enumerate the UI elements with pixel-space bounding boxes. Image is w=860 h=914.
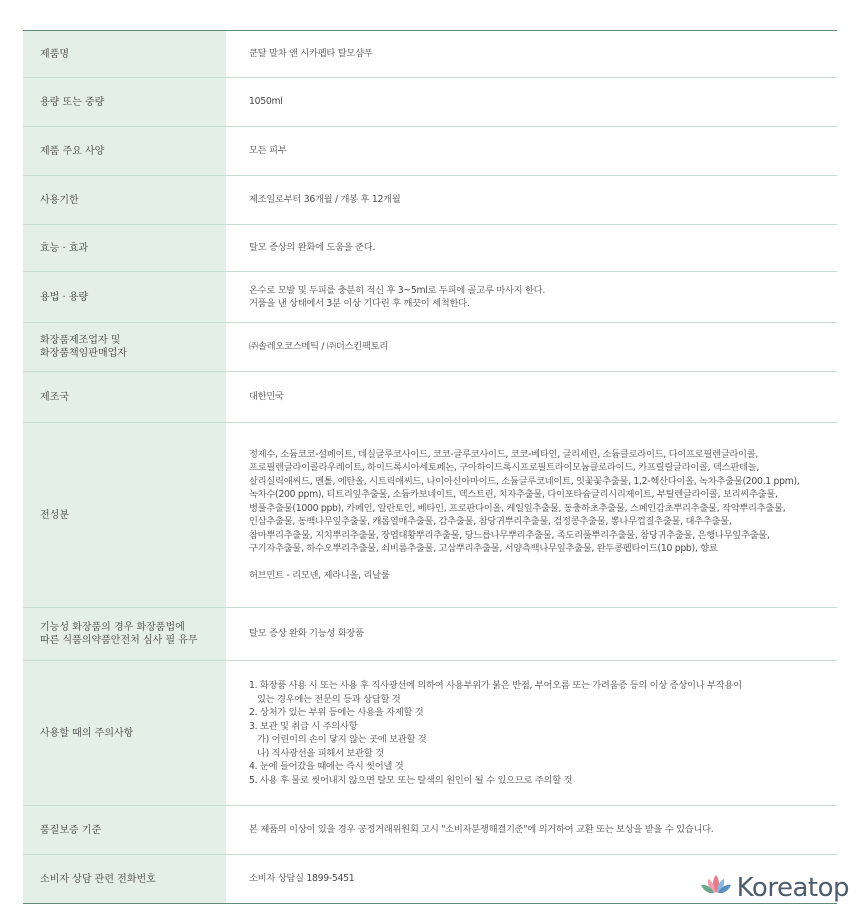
table-row: [23, 806, 837, 855]
table-row: [23, 31, 837, 78]
table-row: [23, 127, 837, 176]
value-line: 제조일로부터 36개월 / 개봉 후 12개월: [249, 194, 401, 206]
row-value: [226, 78, 837, 126]
value-line: 온수로 모발 및 두피를 충분히 적신 후 3~5ml로 두피에 골고루 마사지 한다.: [249, 284, 546, 296]
logo-text: Koreatop: [736, 873, 849, 903]
row-value: [226, 225, 837, 271]
table-row: [23, 176, 837, 225]
row-label: 기능성 화장품의 경우 화장품법에 따른 식품의약품안전처 심사 필 유무: [23, 608, 226, 660]
row-value: [226, 661, 837, 805]
value-line: 모든 피부: [249, 145, 287, 157]
row-label: 효능 · 효과: [23, 225, 226, 271]
row-value: [226, 31, 837, 77]
value-line: 본 제품의 이상이 있을 경우 공정거래위원회 고시 "소비자분쟁해결기준"에 의거하여 교환 또는 보상을 받을 수 있습니다.: [249, 824, 714, 836]
row-label: 품질보증 기준: [23, 806, 226, 854]
value-line: 살리실릭애씨드, 멘톨, 에탄올, 시트릭애씨드, 나이아신아마이드, 소듐글루코네이트, 잇꽃꽃추출물, 1,2-헥산다이올, 녹차추출물(200.1 ppm),: [249, 475, 800, 487]
row-value: [226, 176, 837, 224]
table-row: [23, 608, 837, 661]
row-label: 소비자 상담 관련 전화번호: [23, 855, 226, 903]
value-line: ㈜솔레오코스메틱 / ㈜더스킨팩토리: [249, 341, 388, 353]
koreatop-logo: [699, 873, 849, 903]
table-row: [23, 225, 837, 272]
value-line: 거품을 낸 상태에서 3분 이상 기다린 후 깨끗이 세척한다.: [249, 298, 470, 309]
value-line: 쿤달 말차 앤 시카펩타 탈모샴푸: [249, 48, 373, 60]
value-line: 프로필렌글라이콜라우레이트, 하이드록시아세토페논, 구아하이드록시프로필트라이모늄클로라이드, 카프릴릴글라이콜, 덱스판테놀,: [249, 462, 760, 474]
row-label: 제조국: [23, 372, 226, 422]
row-label: 전성분: [23, 423, 226, 607]
row-label: 제품명: [23, 31, 226, 77]
table-row: [23, 272, 837, 323]
row-label: 사용기한: [23, 176, 226, 224]
row-value: [226, 372, 837, 422]
value-line: 있는 경우에는 전문의 등과 상담할 것: [257, 693, 401, 705]
value-line: 나) 직사광선을 피해서 보관할 것: [257, 747, 384, 759]
value-line: 대한민국: [249, 391, 284, 403]
row-label: 용량 또는 중량: [23, 78, 226, 126]
row-label: 제품 주요 사양: [23, 127, 226, 175]
table-row: [23, 78, 837, 127]
row-value: [226, 608, 837, 660]
value-line: 소비자 상담실 1899-5451: [249, 873, 355, 885]
value-line: 탈모 증상의 완화에 도움을 준다.: [249, 242, 376, 254]
table-row: [23, 423, 837, 608]
value-line: 2. 상처가 있는 부위 등에는 사용을 자제할 것: [249, 707, 424, 718]
row-value: [226, 323, 837, 371]
value-line: 4. 눈에 들어갔을 때에는 즉시 씻어낼 것: [249, 761, 404, 772]
row-value: [226, 806, 837, 854]
value-line: [249, 556, 827, 569]
row-label: 화장품제조업자 및 화장품책임판매업자: [23, 323, 226, 371]
value-line: 가) 어린이의 손이 닿지 않는 곳에 보관할 것: [257, 734, 427, 745]
table-row: [23, 372, 837, 423]
row-value: [226, 127, 837, 175]
value-line: 허브민트 - 리모넨, 제라니올, 리날룰: [249, 569, 390, 581]
value-line: 녹차수(200 ppm), 티트리잎추출물, 소듐카보네이트, 덱스트린, 치자추출물, 다이포타슘글리시리제이트, 부틸렌글라이콜, 보리씨추출물,: [249, 489, 778, 501]
table-row: [23, 661, 837, 806]
product-info-table: [23, 30, 837, 904]
value-line: 탈모 증상 완화 기능성 화장품: [249, 628, 364, 640]
value-line: 1050ml: [249, 96, 283, 108]
value-line: 구기자추출물, 하수오뿌리추출물, 쇠비름추출물, 고삼뿌리추출물, 서양측백나무잎추출물, 완두콩펩타이드(10 ppb), 향료: [249, 543, 718, 555]
value-line: 5. 사용 후 물로 씻어내지 않으면 탈모 또는 탈색의 원인이 될 수 있으므로 주의할 것: [249, 774, 573, 786]
value-line: 1. 화장품 사용 시 또는 사용 후 직사광선에 의하여 사용부위가 붉은 반점, 부어오름 또는 가려움증 등의 이상 증상이나 부작용이: [249, 680, 742, 691]
value-line: 정제수, 소듐코코-설페이트, 데실글루코사이드, 코코-글루코사이드, 코코-베타인, 글리세린, 소듐클로라이드, 다이프로필렌글라이콜,: [249, 448, 759, 460]
row-label: 사용할 때의 주의사항: [23, 661, 226, 805]
value-line: 인삼추출물, 동백나무잎추출물, 캐롭열매추출물, 감추출물, 참당귀뿌리추출물, 검정콩추출물, 뽕나무껍질추출물, 대추추출물,: [249, 516, 732, 528]
value-line: 3. 보관 및 취급 시 주의사항: [249, 720, 358, 732]
table-row: [23, 323, 837, 372]
row-label: 용법 · 용량: [23, 272, 226, 322]
value-line: 병풀추출물(1000 ppb), 카페인, 알란토인, 베타인, 프로판다이올, 케일잎추출물, 동충하초추출물, 스페인감초뿌리추출물, 작약뿌리추출물,: [249, 502, 786, 514]
row-value: [226, 272, 837, 322]
lotus-icon: [699, 873, 733, 903]
row-value: [226, 423, 837, 607]
value-line: 참마뿌리추출물, 지치뿌리추출물, 장엽대황뿌리추출물, 당느릅나무뿌리추출물, 족도리풀뿌리추출물, 참당귀추출물, 은행나무잎추출물,: [249, 529, 770, 541]
